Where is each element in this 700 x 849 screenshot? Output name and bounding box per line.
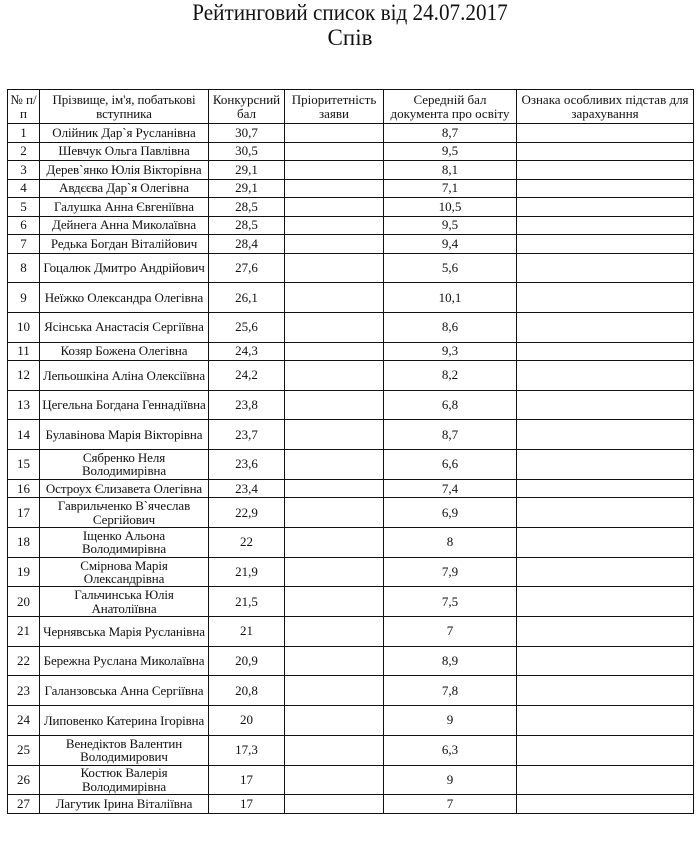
cell-special: [517, 253, 694, 283]
table-row: [8, 253, 694, 283]
cell-name: Остроух Єлизавета Олегівна: [40, 479, 209, 498]
table-row: [8, 124, 694, 143]
cell-name: Гоцалюк Дмитро Андрійович: [40, 253, 209, 283]
cell-avg: 7,4: [384, 479, 517, 498]
cell-special: [517, 795, 694, 814]
cell-avg: 8,1: [384, 161, 517, 180]
cell-score: 21,5: [209, 587, 285, 617]
cell-special: [517, 216, 694, 235]
cell-score: 30,7: [209, 124, 285, 143]
cell-score: 23,4: [209, 479, 285, 498]
cell-num: 12: [8, 361, 40, 391]
cell-num: 4: [8, 179, 40, 198]
table-row: [8, 283, 694, 313]
cell-avg: 7,1: [384, 179, 517, 198]
header-avg: Середній бал документа про освіту: [384, 90, 517, 124]
cell-name: Гаврильченко В`ячеслав Сергійович: [40, 498, 209, 528]
cell-name: Іщенко Альона Володимирівна: [40, 528, 209, 558]
cell-priority: [285, 498, 384, 528]
cell-score: 17: [209, 765, 285, 795]
cell-special: [517, 450, 694, 480]
cell-priority: [285, 450, 384, 480]
cell-avg: 9: [384, 765, 517, 795]
cell-name: Козяр Божена Олегівна: [40, 342, 209, 361]
cell-special: [517, 498, 694, 528]
cell-score: 27,6: [209, 253, 285, 283]
cell-avg: 9,5: [384, 216, 517, 235]
cell-priority: [285, 479, 384, 498]
cell-special: [517, 142, 694, 161]
header-score: Конкурсний бал: [209, 90, 285, 124]
cell-priority: [285, 253, 384, 283]
cell-special: [517, 587, 694, 617]
cell-num: 3: [8, 161, 40, 180]
cell-priority: [285, 342, 384, 361]
cell-name: Цегельна Богдана Геннадіївна: [40, 390, 209, 420]
cell-num: 23: [8, 676, 40, 706]
cell-name: Гальчинська Юлія Анатоліївна: [40, 587, 209, 617]
cell-special: [517, 617, 694, 647]
rating-table: [7, 89, 694, 814]
cell-name: Лагутик Ірина Віталіївна: [40, 795, 209, 814]
cell-name: Галанзовська Анна Сергіївна: [40, 676, 209, 706]
cell-avg: 8,7: [384, 124, 517, 143]
table-row: [8, 557, 694, 587]
document-subtitle: Спів: [327, 25, 373, 50]
cell-score: 28,5: [209, 216, 285, 235]
cell-name: Неїжко Олександра Олегівна: [40, 283, 209, 313]
cell-special: [517, 735, 694, 765]
cell-special: [517, 283, 694, 313]
cell-name: Дерев`янко Юлія Вікторівна: [40, 161, 209, 180]
table-row: [8, 735, 694, 765]
cell-priority: [285, 142, 384, 161]
table-row: [8, 528, 694, 558]
table-row: [8, 676, 694, 706]
table-row: [8, 361, 694, 391]
cell-score: 21: [209, 617, 285, 647]
cell-avg: 7,9: [384, 557, 517, 587]
cell-score: 17,3: [209, 735, 285, 765]
cell-num: 15: [8, 450, 40, 480]
cell-priority: [285, 235, 384, 254]
cell-avg: 7: [384, 795, 517, 814]
cell-num: 14: [8, 420, 40, 450]
cell-priority: [285, 312, 384, 342]
cell-score: 23,6: [209, 450, 285, 480]
cell-avg: 8,2: [384, 361, 517, 391]
cell-score: 29,1: [209, 161, 285, 180]
cell-priority: [285, 420, 384, 450]
cell-name: Авдєєва Дар`я Олегівна: [40, 179, 209, 198]
cell-special: [517, 676, 694, 706]
cell-num: 16: [8, 479, 40, 498]
cell-num: 25: [8, 735, 40, 765]
cell-avg: 8,6: [384, 312, 517, 342]
header-num: № п/п: [8, 90, 40, 124]
cell-special: [517, 646, 694, 676]
cell-priority: [285, 735, 384, 765]
cell-num: 1: [8, 124, 40, 143]
table-row: [8, 587, 694, 617]
cell-name: Дейнега Анна Миколаївна: [40, 216, 209, 235]
cell-priority: [285, 706, 384, 736]
cell-priority: [285, 646, 384, 676]
cell-avg: 7,8: [384, 676, 517, 706]
header-priority: Пріоритетність заяви: [285, 90, 384, 124]
cell-avg: 9,4: [384, 235, 517, 254]
table-row: [8, 617, 694, 647]
table-row: [8, 342, 694, 361]
cell-name: Костюк Валерія Володимирівна: [40, 765, 209, 795]
cell-name: Ясінська Анастасія Сергіївна: [40, 312, 209, 342]
cell-avg: 8,9: [384, 646, 517, 676]
cell-special: [517, 161, 694, 180]
cell-score: 17: [209, 795, 285, 814]
cell-avg: 10,5: [384, 198, 517, 217]
cell-score: 29,1: [209, 179, 285, 198]
cell-avg: 7: [384, 617, 517, 647]
cell-score: 23,7: [209, 420, 285, 450]
cell-special: [517, 342, 694, 361]
table-row: [8, 161, 694, 180]
cell-name: Венедіктов Валентин Володимирович: [40, 735, 209, 765]
cell-num: 26: [8, 765, 40, 795]
cell-score: 30,5: [209, 142, 285, 161]
cell-priority: [285, 617, 384, 647]
cell-priority: [285, 283, 384, 313]
cell-score: 22: [209, 528, 285, 558]
header-name: Прізвище, ім'я, побатькові вступника: [40, 90, 209, 124]
cell-num: 18: [8, 528, 40, 558]
table-row: [8, 390, 694, 420]
cell-score: 28,5: [209, 198, 285, 217]
cell-num: 13: [8, 390, 40, 420]
cell-score: 20,9: [209, 646, 285, 676]
cell-score: 28,4: [209, 235, 285, 254]
cell-name: Редька Богдан Віталійович: [40, 235, 209, 254]
cell-special: [517, 528, 694, 558]
cell-num: 6: [8, 216, 40, 235]
cell-avg: 8: [384, 528, 517, 558]
cell-avg: 8,7: [384, 420, 517, 450]
cell-score: 24,3: [209, 342, 285, 361]
cell-special: [517, 390, 694, 420]
cell-avg: 6,6: [384, 450, 517, 480]
cell-priority: [285, 528, 384, 558]
cell-special: [517, 479, 694, 498]
cell-num: 5: [8, 198, 40, 217]
table-row: [8, 235, 694, 254]
cell-score: 20: [209, 706, 285, 736]
table-row: [8, 216, 694, 235]
cell-name: Чернявська Марія Русланівна: [40, 617, 209, 647]
cell-name: Бережна Руслана Миколаївна: [40, 646, 209, 676]
document-title: Рейтинговий список від 24.07.2017: [192, 0, 508, 25]
cell-special: [517, 179, 694, 198]
table-row: [8, 795, 694, 814]
cell-num: 10: [8, 312, 40, 342]
cell-special: [517, 557, 694, 587]
cell-num: 20: [8, 587, 40, 617]
cell-special: [517, 420, 694, 450]
cell-num: 19: [8, 557, 40, 587]
cell-special: [517, 198, 694, 217]
table-row: [8, 198, 694, 217]
cell-num: 8: [8, 253, 40, 283]
cell-score: 23,8: [209, 390, 285, 420]
cell-priority: [285, 676, 384, 706]
cell-num: 11: [8, 342, 40, 361]
cell-name: Галушка Анна Євгеніївна: [40, 198, 209, 217]
cell-special: [517, 361, 694, 391]
cell-special: [517, 124, 694, 143]
cell-priority: [285, 161, 384, 180]
table-row: [8, 479, 694, 498]
table-row: [8, 498, 694, 528]
cell-name: Олійник Дар`я Русланівна: [40, 124, 209, 143]
table-body: [8, 124, 694, 814]
cell-num: 17: [8, 498, 40, 528]
cell-priority: [285, 795, 384, 814]
cell-score: 22,9: [209, 498, 285, 528]
cell-num: 9: [8, 283, 40, 313]
cell-score: 24,2: [209, 361, 285, 391]
cell-score: 21,9: [209, 557, 285, 587]
cell-avg: 9: [384, 706, 517, 736]
table-row: [8, 179, 694, 198]
cell-avg: 10,1: [384, 283, 517, 313]
cell-num: 21: [8, 617, 40, 647]
cell-num: 7: [8, 235, 40, 254]
cell-avg: 6,3: [384, 735, 517, 765]
table-row: [8, 450, 694, 480]
table-row: [8, 142, 694, 161]
cell-priority: [285, 124, 384, 143]
cell-num: 27: [8, 795, 40, 814]
table-row: [8, 646, 694, 676]
cell-score: 25,6: [209, 312, 285, 342]
cell-name: Сябренко Неля Володимирівна: [40, 450, 209, 480]
cell-priority: [285, 198, 384, 217]
cell-priority: [285, 390, 384, 420]
cell-avg: 9,3: [384, 342, 517, 361]
cell-special: [517, 765, 694, 795]
cell-priority: [285, 557, 384, 587]
cell-avg: 6,8: [384, 390, 517, 420]
cell-avg: 7,5: [384, 587, 517, 617]
cell-priority: [285, 179, 384, 198]
cell-score: 26,1: [209, 283, 285, 313]
cell-special: [517, 235, 694, 254]
cell-priority: [285, 216, 384, 235]
cell-priority: [285, 765, 384, 795]
header-special: Ознака особливих підстав для зарахування: [517, 90, 694, 124]
table-row: [8, 312, 694, 342]
cell-priority: [285, 587, 384, 617]
cell-name: Шевчук Ольга Павлівна: [40, 142, 209, 161]
table-row: [8, 765, 694, 795]
cell-name: Липовенко Катерина Ігорівна: [40, 706, 209, 736]
cell-name: Смірнова Марія Олександрівна: [40, 557, 209, 587]
cell-avg: 9,5: [384, 142, 517, 161]
cell-score: 20,8: [209, 676, 285, 706]
cell-name: Булавінова Марія Вікторівна: [40, 420, 209, 450]
table-header: [8, 90, 694, 124]
cell-avg: 6,9: [384, 498, 517, 528]
cell-num: 22: [8, 646, 40, 676]
cell-priority: [285, 361, 384, 391]
cell-special: [517, 706, 694, 736]
table-row: [8, 706, 694, 736]
cell-avg: 5,6: [384, 253, 517, 283]
table-row: [8, 420, 694, 450]
cell-name: Лепьошкіна Аліна Олексіївна: [40, 361, 209, 391]
cell-num: 2: [8, 142, 40, 161]
cell-num: 24: [8, 706, 40, 736]
cell-special: [517, 312, 694, 342]
